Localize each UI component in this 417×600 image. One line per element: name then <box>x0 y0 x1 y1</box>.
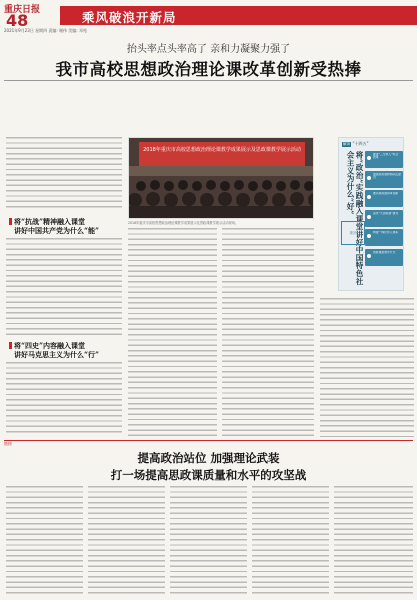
column-text <box>128 228 217 438</box>
column-text <box>6 362 122 436</box>
masthead-meta: 2021年9月23日 星期四 责编: 谢伟 美编: 邓苑 <box>4 28 87 33</box>
masthead <box>0 0 417 34</box>
subhead-marker <box>9 342 12 349</box>
lead-photo <box>128 137 314 219</box>
sidebar-item: 加强思政课教师队伍建设 <box>365 171 403 188</box>
bottom-headline-2: 打一场提高思政课质量和水平的攻坚战 <box>110 468 307 482</box>
column-text <box>252 486 329 596</box>
paper-name: 重庆日报 <box>4 5 41 15</box>
sidebar-item: 构建一体化育人体系 <box>365 229 403 246</box>
page-headline: 我市高校思想政治理论课改革创新受热捧 <box>55 60 362 79</box>
bottom-headline-1: 提高政治站位 加强理论武装 <box>137 451 280 465</box>
sidebar-stamp: 重庆 <box>341 221 365 245</box>
bullet-icon <box>367 215 371 219</box>
sidebar-header <box>342 141 369 147</box>
section-banner <box>60 6 417 25</box>
sidebar-tag-suffix: “十四五” <box>352 141 369 146</box>
subhead-1: 将“抗战”精神融入课堂 讲好中国共产党为什么“能” <box>14 217 124 235</box>
column-text <box>334 486 413 596</box>
column-text <box>6 486 83 596</box>
sidebar-infographic <box>338 137 404 291</box>
sidebar-vertical-title: 将“政治”实践融入课堂讲好中国特色社会主义为什么“好” <box>346 151 364 285</box>
column-text <box>222 228 314 438</box>
kicker: 抬头率点头率高了 亲和力凝聚力强了 <box>126 44 291 55</box>
section-banner-title: 乘风破浪开新局 <box>82 10 177 25</box>
sidebar-list <box>365 151 403 268</box>
sidebar-item: 推动思政课改革创新 <box>365 190 403 207</box>
column-text <box>170 486 247 596</box>
lead-paragraph <box>6 137 122 209</box>
column-text <box>88 486 165 596</box>
bottom-rule <box>4 440 413 441</box>
sidebar-item: 创新课堂教学方式 <box>365 249 403 266</box>
page-number: 48 <box>6 11 29 30</box>
lead-photo-image <box>129 138 314 219</box>
bullet-icon <box>367 254 371 258</box>
photo-banner-text: 2018年重庆市高校思想政治理论课教学成果展示及思政课教学展示活动 <box>143 147 301 153</box>
bullet-icon <box>367 176 371 180</box>
headline-rule <box>4 80 413 81</box>
bullet-icon <box>367 156 371 160</box>
column-text <box>320 298 414 438</box>
subhead-marker <box>9 218 12 225</box>
bottom-tag: 链接 <box>4 441 12 446</box>
sidebar-item: 深化“大思政课”建设 <box>365 210 403 227</box>
sidebar-item: 推进“三全育人”综合改革 <box>365 151 403 168</box>
photo-caption: 2018年重庆市高校思想政治理论课教学成果展示及思政课教学展示活动现场。 <box>128 221 239 225</box>
sidebar-tag: 解读 <box>343 142 351 146</box>
bullet-icon <box>367 234 371 238</box>
bullet-icon <box>367 195 371 199</box>
subhead-2: 将“四史”内容融入课堂 讲好马克思主义为什么“行” <box>14 341 124 359</box>
column-text <box>6 238 122 338</box>
